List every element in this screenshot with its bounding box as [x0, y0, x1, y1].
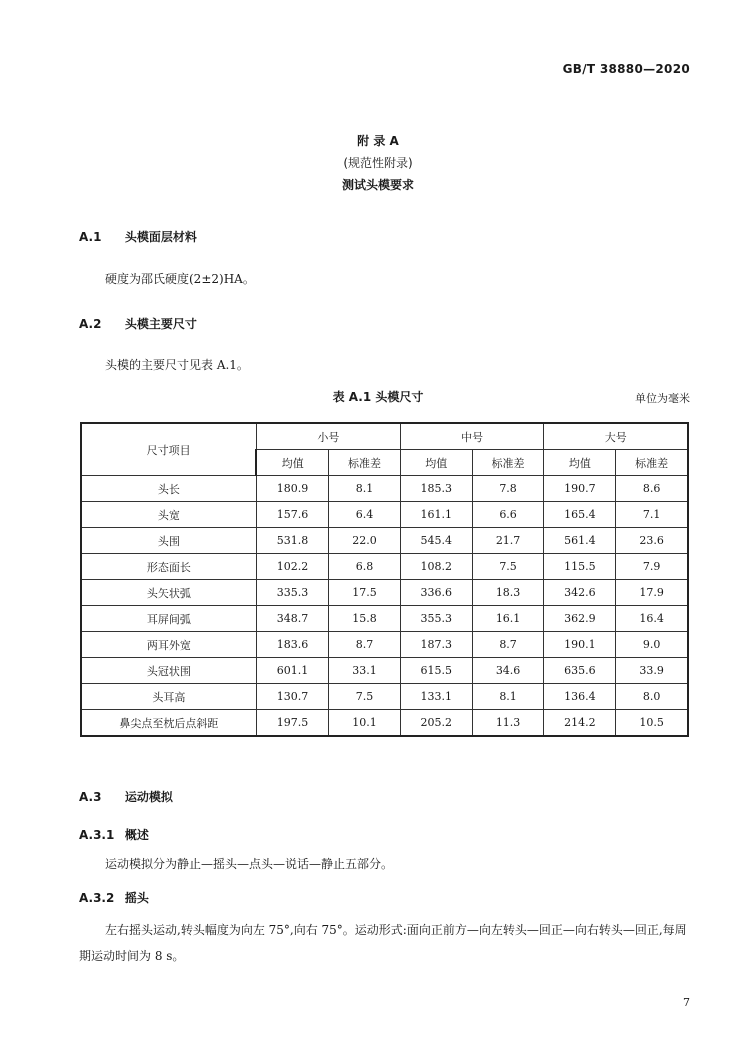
table-row — [81, 710, 688, 737]
sub-header-sd: 标准差 — [472, 450, 544, 476]
value-cell: 6.8 — [329, 554, 401, 580]
table-header-row — [81, 423, 688, 450]
row-label-cell: 头矢状弧 — [81, 580, 256, 606]
value-cell: 615.5 — [400, 658, 472, 684]
value-cell: 9.0 — [616, 632, 688, 658]
sub-header-mean: 均值 — [256, 450, 328, 476]
value-cell: 10.5 — [616, 710, 688, 737]
value-cell: 197.5 — [256, 710, 328, 737]
table-unit: 单位为毫米 — [635, 392, 690, 405]
sub-header-sd: 标准差 — [616, 450, 688, 476]
annex-title: 附 录 A — [357, 134, 399, 148]
row-label-cell: 耳屏间弧 — [81, 606, 256, 632]
value-cell: 187.3 — [400, 632, 472, 658]
size-header-medium: 中号 — [400, 423, 544, 450]
table-body — [81, 476, 688, 737]
value-cell: 214.2 — [544, 710, 616, 737]
value-cell: 8.0 — [616, 684, 688, 710]
value-cell: 205.2 — [400, 710, 472, 737]
section-a32-heading — [79, 889, 149, 906]
value-cell: 161.1 — [400, 502, 472, 528]
annex-heading — [0, 131, 756, 195]
value-cell: 115.5 — [544, 554, 616, 580]
section-a31-heading — [79, 826, 149, 843]
section-number: A.2 — [79, 317, 102, 331]
row-label-cell: 两耳外宽 — [81, 632, 256, 658]
standard-code: GB/T 38880—2020 — [562, 62, 690, 76]
size-header-large: 大号 — [544, 423, 688, 450]
table-row — [81, 632, 688, 658]
value-cell: 108.2 — [400, 554, 472, 580]
annex-type: (规范性附录) — [343, 156, 413, 170]
value-cell: 11.3 — [472, 710, 544, 737]
value-cell: 34.6 — [472, 658, 544, 684]
section-title: 摇头 — [124, 891, 149, 905]
value-cell: 22.0 — [329, 528, 401, 554]
value-cell: 336.6 — [400, 580, 472, 606]
section-a1-heading — [79, 228, 197, 245]
value-cell: 165.4 — [544, 502, 616, 528]
row-label-cell: 头冠状围 — [81, 658, 256, 684]
value-cell: 33.9 — [616, 658, 688, 684]
value-cell: 348.7 — [256, 606, 328, 632]
table-caption: 表 A.1 头模尺寸 — [332, 390, 424, 404]
value-cell: 7.5 — [472, 554, 544, 580]
table-row — [81, 502, 688, 528]
section-number: A.3.2 — [79, 891, 115, 905]
sub-header-mean: 均值 — [400, 450, 472, 476]
value-cell: 7.5 — [329, 684, 401, 710]
value-cell: 362.9 — [544, 606, 616, 632]
value-cell: 23.6 — [616, 528, 688, 554]
section-a31-text: 运动模拟分为静止—摇头—点头—说话—静止五部分。 — [105, 857, 394, 871]
value-cell: 17.5 — [329, 580, 401, 606]
table-row — [81, 554, 688, 580]
row-label-cell: 形态面长 — [81, 554, 256, 580]
value-cell: 10.1 — [329, 710, 401, 737]
value-cell: 7.9 — [616, 554, 688, 580]
value-cell: 190.1 — [544, 632, 616, 658]
value-cell: 8.7 — [329, 632, 401, 658]
head-dimensions-table — [80, 422, 689, 737]
table-row — [81, 528, 688, 554]
value-cell: 17.9 — [616, 580, 688, 606]
table-row — [81, 658, 688, 684]
item-header: 尺寸项目 — [81, 423, 256, 476]
value-cell: 8.1 — [329, 476, 401, 502]
section-title: 头模面层材料 — [124, 230, 197, 244]
value-cell: 21.7 — [472, 528, 544, 554]
table-row — [81, 606, 688, 632]
section-title: 头模主要尺寸 — [124, 317, 197, 331]
value-cell: 183.6 — [256, 632, 328, 658]
value-cell: 561.4 — [544, 528, 616, 554]
table-row — [81, 476, 688, 502]
value-cell: 6.6 — [472, 502, 544, 528]
value-cell: 8.6 — [616, 476, 688, 502]
value-cell: 545.4 — [400, 528, 472, 554]
row-label-cell: 头宽 — [81, 502, 256, 528]
section-number: A.1 — [79, 230, 102, 244]
table-row — [81, 580, 688, 606]
row-label-cell: 头耳高 — [81, 684, 256, 710]
value-cell: 7.8 — [472, 476, 544, 502]
annex-name: 测试头模要求 — [341, 178, 414, 192]
row-label-cell: 鼻尖点至枕后点斜距 — [81, 710, 256, 737]
page-number: 7 — [683, 996, 690, 1009]
section-number: A.3.1 — [79, 828, 115, 842]
value-cell: 157.6 — [256, 502, 328, 528]
row-label-cell: 头围 — [81, 528, 256, 554]
value-cell: 7.1 — [616, 502, 688, 528]
value-cell: 102.2 — [256, 554, 328, 580]
value-cell: 15.8 — [329, 606, 401, 632]
value-cell: 6.4 — [329, 502, 401, 528]
table-row — [81, 684, 688, 710]
row-label-cell: 头长 — [81, 476, 256, 502]
value-cell: 130.7 — [256, 684, 328, 710]
value-cell: 133.1 — [400, 684, 472, 710]
value-cell: 185.3 — [400, 476, 472, 502]
value-cell: 8.1 — [472, 684, 544, 710]
section-number: A.3 — [79, 790, 102, 804]
section-title: 运动模拟 — [124, 790, 173, 804]
sub-header-mean: 均值 — [544, 450, 616, 476]
section-a2-heading — [79, 315, 197, 332]
value-cell: 531.8 — [256, 528, 328, 554]
section-title: 概述 — [124, 828, 149, 842]
value-cell: 8.7 — [472, 632, 544, 658]
section-a3-heading — [79, 788, 173, 805]
value-cell: 18.3 — [472, 580, 544, 606]
value-cell: 180.9 — [256, 476, 328, 502]
value-cell: 33.1 — [329, 658, 401, 684]
section-a2-text: 头模的主要尺寸见表 A.1。 — [105, 358, 249, 372]
value-cell: 601.1 — [256, 658, 328, 684]
value-cell: 16.1 — [472, 606, 544, 632]
value-cell: 335.3 — [256, 580, 328, 606]
value-cell: 342.6 — [544, 580, 616, 606]
value-cell: 355.3 — [400, 606, 472, 632]
value-cell: 190.7 — [544, 476, 616, 502]
value-cell: 635.6 — [544, 658, 616, 684]
section-a1-text: 硬度为邵氏硬度(2±2)HA。 — [105, 272, 255, 286]
value-cell: 16.4 — [616, 606, 688, 632]
section-a32-text: 左右摇头运动,转头幅度为向左 75°,向右 75°。运动形式:面向正前方—向左转头—回正—向右转头—回正,每周期运动时间为 8 s。 — [79, 923, 687, 963]
value-cell: 136.4 — [544, 684, 616, 710]
size-header-small: 小号 — [256, 423, 400, 450]
sub-header-sd: 标准差 — [329, 450, 401, 476]
